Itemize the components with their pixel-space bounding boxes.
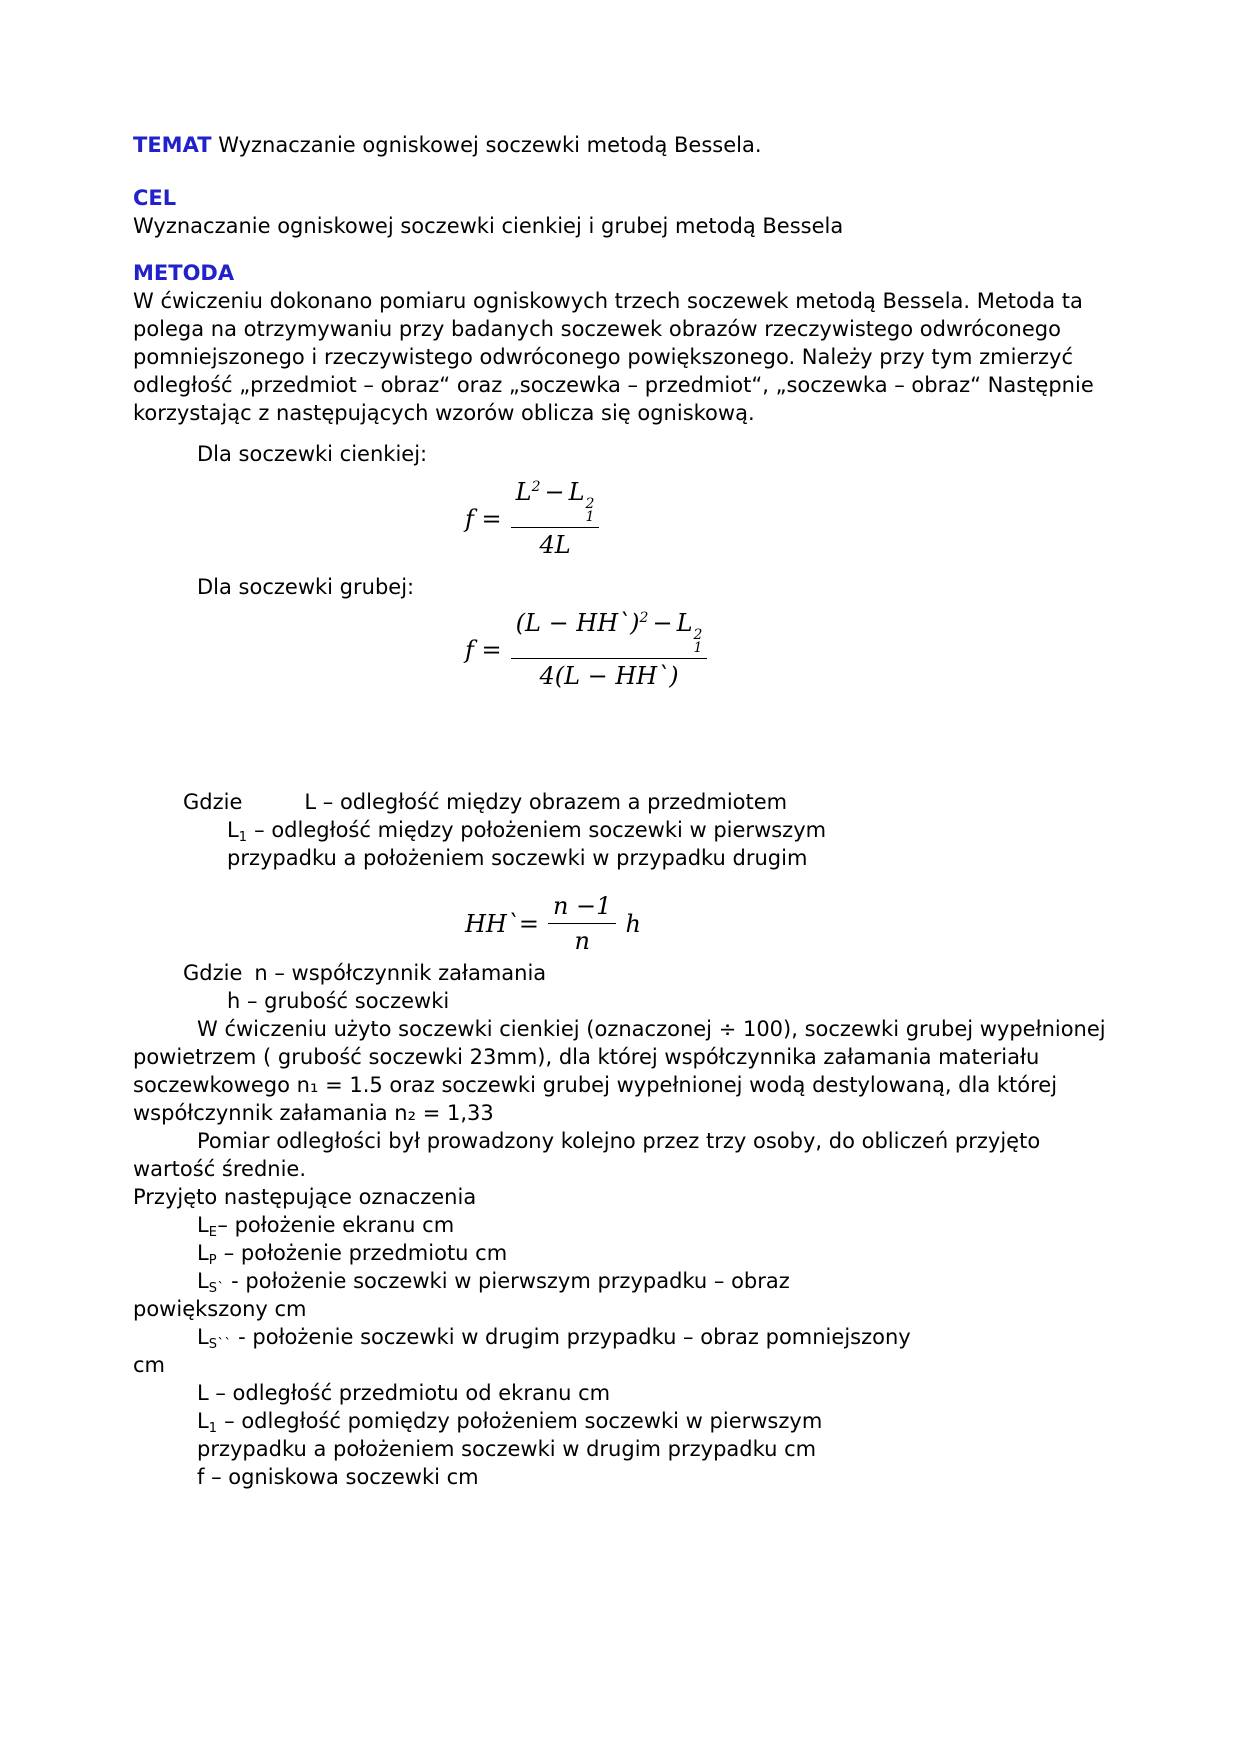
notation-list <box>133 1211 1118 1491</box>
notation-item-l1: $L_1$ – odległość pomiędzy położeniem soczewki w pierwszym <box>197 1409 823 1436</box>
thin-lens-caption: Dla soczewki cienkiej: <box>197 442 428 466</box>
notation-item-ls1-continuation: powiększony cm <box>133 1297 307 1321</box>
formula-thick-lens <box>465 609 707 690</box>
formula-thin-lens <box>465 478 599 559</box>
where1-intro: Gdzie <box>183 790 243 814</box>
formula-hh-rhs: h <box>625 909 641 938</box>
formula-hh-lhs: HH`= <box>465 909 539 938</box>
notation-intro: Przyjęto następujące oznaczenia <box>133 1185 477 1209</box>
temat-text: Wyznaczanie ogniskowej soczewki metodą Bessela. <box>218 133 762 157</box>
formula-thick-lhs: f = <box>465 635 502 664</box>
where2-h-definition: h – grubość soczewki <box>227 989 450 1013</box>
formula-thin-fraction: $L^2 - L$ 2 1 4L <box>511 478 600 559</box>
thick-lens-caption: Dla soczewki grubej: <box>197 575 415 599</box>
cel-heading: CEL <box>133 186 177 210</box>
formula-hh <box>465 892 641 955</box>
temat-label: TEMAT <box>133 133 212 157</box>
notation-item-l: L – odległość przedmiotu od ekranu cm <box>197 1381 611 1405</box>
formula-thin-lhs: f = <box>465 504 502 533</box>
where1-line-l <box>133 788 1118 816</box>
metoda-paragraph: W ćwiczeniu dokonano pomiaru ogniskowych trzech soczewek metodą Bessela. Metoda ta polega na otrzymywaniu przy badanych soczewek obrazów rzeczywistego odwróconego pomniejszonego i rzeczywistego odwróconego powiększonego. Należy przy tym zmierzyć odległość „przedmiot – obraz“ oraz „soczewka – przedmiot“, „soczewka – obraz“ Następnie korzystając z następujących wzorów oblicza się ogniskową. <box>133 289 1094 425</box>
where1-line-l1-continuation: przypadku a położeniem soczewki w przypadku drugim <box>227 846 808 870</box>
where2-line-n <box>133 959 1118 987</box>
notation-item-lp: $L_P$ – położenie przedmiotu cm <box>197 1241 508 1268</box>
where1-l1-symbol: L <box>227 818 239 842</box>
cel-text: Wyznaczanie ogniskowej soczewki cienkiej i grubej metodą Bessela <box>133 214 844 238</box>
where2-intro: Gdzie <box>183 961 243 985</box>
notation-item-l1-continuation: przypadku a położeniem soczewki w drugim przypadku cm <box>197 1437 817 1461</box>
formula-thick-fraction: (L − HH`)$^2$ − L 2 1 4(L − HH`) <box>511 609 708 690</box>
where2-n-definition: n – współczynnik załamania <box>254 961 547 985</box>
usage-paragraph: W ćwiczeniu użyto soczewki cienkiej (oznaczonej ÷ 100), soczewki grubej wypełnionej powietrzem ( grubość soczewki 23mm), dla której współczynnika załamania materiału soczewkowego n₁ = 1.5 oraz soczewki grubej wypełnionej wodą destylowaną, dla której współczynnik załamania n₂ = 1,33 <box>133 1017 1106 1125</box>
where1-line-l1 <box>133 816 1118 844</box>
metoda-heading: METODA <box>133 261 235 285</box>
where1-l-definition: L – odległość między obrazem a przedmiotem <box>304 790 788 814</box>
document-content <box>133 131 1118 1491</box>
notation-item-ls2: $L_{S``}$ - położenie soczewki w drugim przypadku – obraz pomniejszony <box>197 1325 911 1352</box>
notation-item-le: $L_E-$ położenie ekranu cm <box>197 1213 455 1240</box>
notation-item-ls2-continuation: cm <box>133 1353 166 1377</box>
where-definitions-1 <box>133 788 1118 872</box>
where-definitions-2 <box>133 959 1118 1015</box>
formula-hh-fraction: $\frac{n -1}{n}$ <box>548 892 616 955</box>
notation-item-ls1: $L_{S`}$ - położenie soczewki w pierwszym przypadku – obraz <box>197 1269 790 1296</box>
temat-line <box>133 131 1118 159</box>
where1-l1-definition: – odległość między położeniem soczewki w pierwszym <box>247 818 827 842</box>
notation-item-f: f – ogniskowa soczewki cm <box>197 1465 479 1489</box>
measurement-paragraph: Pomiar odległości był prowadzony kolejno przez trzy osoby, do obliczeń przyjęto wartość średnie. <box>133 1129 1041 1181</box>
where1-l1-subscript: 1 <box>238 830 248 845</box>
